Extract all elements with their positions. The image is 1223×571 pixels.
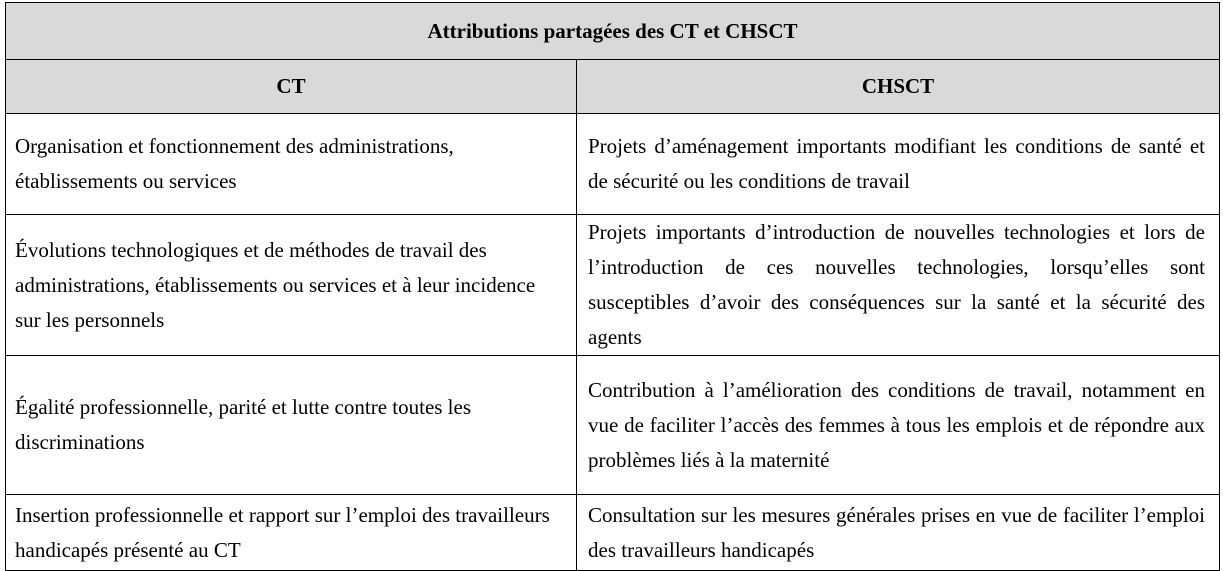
table-row <box>6 495 1220 571</box>
table-row <box>6 356 1220 495</box>
table-title: Attributions partagées des CT et CHSCT <box>6 3 1220 60</box>
ct-cell: Insertion professionnelle et rapport sur l’emploi des travailleurs handicapés présenté au CT <box>6 495 577 571</box>
table-title-row <box>6 3 1220 60</box>
table-header-row <box>6 60 1220 114</box>
attributions-table <box>5 2 1220 571</box>
table-row <box>6 114 1220 215</box>
chsct-cell: Projets d’aménagement importants modifiant les conditions de santé et de sécurité ou les conditions de travail <box>577 114 1220 215</box>
table-row <box>6 215 1220 356</box>
ct-cell: Égalité professionnelle, parité et lutte contre toutes les discriminations <box>6 356 577 495</box>
chsct-cell: Consultation sur les mesures générales prises en vue de faciliter l’emploi des travailleurs handicapés <box>577 495 1220 571</box>
ct-cell: Évolutions technologiques et de méthodes de travail des administrations, établissements ou services et à leur incidence sur les personnels <box>6 215 577 356</box>
chsct-cell: Contribution à l’amélioration des conditions de travail, notamment en vue de faciliter l’accès des femmes à tous les emplois et de répondre aux problèmes liés à la maternité <box>577 356 1220 495</box>
document-page <box>5 2 1219 571</box>
ct-cell: Organisation et fonctionnement des administrations, établissements ou services <box>6 114 577 215</box>
chsct-cell: Projets importants d’introduction de nouvelles technologies et lors de l’introduction de ces nouvelles technologies, lorsqu’elles sont susceptibles d’avoir des conséquences sur la santé et la sécurité des agents <box>577 215 1220 356</box>
column-header-ct: CT <box>6 60 577 114</box>
column-header-chsct: CHSCT <box>577 60 1220 114</box>
